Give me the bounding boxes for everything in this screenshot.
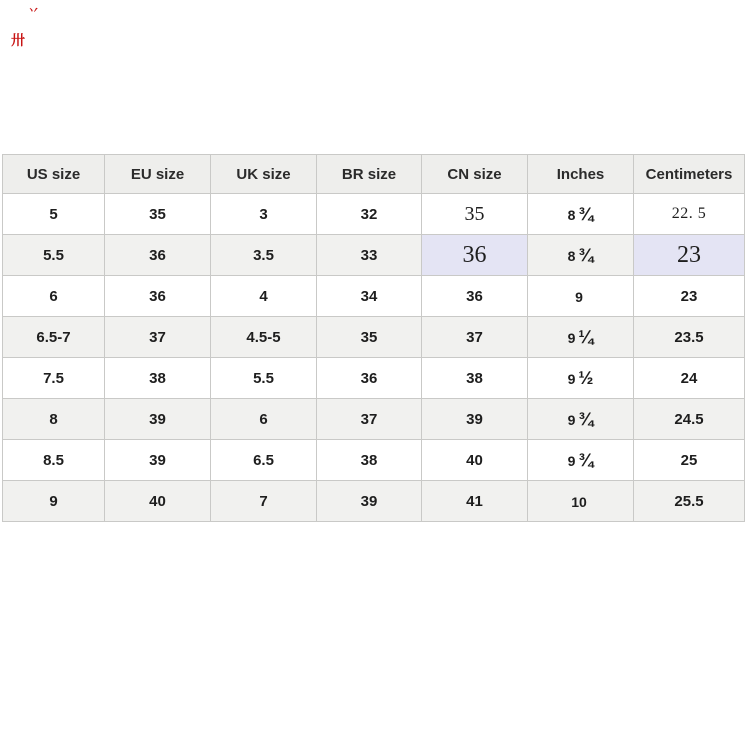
cn-size-cell: 39	[422, 399, 528, 440]
us-size-cell: 6	[3, 276, 105, 317]
table-row	[3, 358, 745, 399]
br-size-cell: 36	[317, 358, 422, 399]
uk-size-cell: 5.5	[211, 358, 317, 399]
br-size-cell: 37	[317, 399, 422, 440]
inches-number: 10	[571, 493, 587, 510]
col-header-centimeters: Centimeters	[634, 155, 745, 194]
inches-number: 8	[567, 206, 576, 223]
uk-size-cell: 6	[211, 399, 317, 440]
inches-number: 9	[575, 288, 583, 305]
us-size-cell: 7.5	[3, 358, 105, 399]
uk-size-cell: 6.5	[211, 440, 317, 481]
inches-cell	[528, 317, 634, 358]
eu-size-cell: 39	[105, 440, 211, 481]
inches-fraction: ½	[578, 367, 594, 388]
inches-fraction: ¼	[578, 326, 594, 347]
red-mark-icon: 卅	[11, 33, 25, 49]
centimeters-cell: 22. 5	[634, 194, 745, 235]
inches-cell	[528, 358, 634, 399]
inches-number: 9	[567, 370, 576, 387]
inches-cell	[528, 194, 634, 235]
uk-size-cell: 4.5-5	[211, 317, 317, 358]
cn-size-cell: 36	[422, 276, 528, 317]
us-size-cell: 5	[3, 194, 105, 235]
uk-size-cell: 3	[211, 194, 317, 235]
inches-cell	[528, 235, 634, 276]
eu-size-cell: 38	[105, 358, 211, 399]
col-header-eu-size: EU size	[105, 155, 211, 194]
table-row	[3, 276, 745, 317]
col-header-uk-size: UK size	[211, 155, 317, 194]
inches-cell	[528, 399, 634, 440]
table-row	[3, 481, 745, 522]
us-size-cell: 8	[3, 399, 105, 440]
eu-size-cell: 36	[105, 276, 211, 317]
eu-size-cell: 37	[105, 317, 211, 358]
br-size-cell: 34	[317, 276, 422, 317]
red-mark-icon: 丷	[28, 4, 39, 17]
inches-fraction: ¾	[578, 408, 594, 429]
shoe-size-conversion-table	[2, 154, 745, 522]
us-size-cell: 5.5	[3, 235, 105, 276]
col-header-us-size: US size	[3, 155, 105, 194]
br-size-cell: 38	[317, 440, 422, 481]
br-size-cell: 35	[317, 317, 422, 358]
table-row	[3, 440, 745, 481]
us-size-cell: 8.5	[3, 440, 105, 481]
header-row	[3, 155, 745, 194]
col-header-cn-size: CN size	[422, 155, 528, 194]
us-size-cell: 6.5-7	[3, 317, 105, 358]
inches-number: 9	[567, 452, 576, 469]
inches-cell	[528, 440, 634, 481]
br-size-cell: 32	[317, 194, 422, 235]
inches-fraction: ¾	[578, 244, 594, 265]
us-size-cell: 9	[3, 481, 105, 522]
br-size-cell: 39	[317, 481, 422, 522]
centimeters-cell: 23.5	[634, 317, 745, 358]
uk-size-cell: 4	[211, 276, 317, 317]
br-size-cell: 33	[317, 235, 422, 276]
centimeters-cell-highlighted: 23	[634, 235, 745, 276]
inches-number: 9	[567, 329, 576, 346]
uk-size-cell: 3.5	[211, 235, 317, 276]
centimeters-cell: 25.5	[634, 481, 745, 522]
table-row	[3, 399, 745, 440]
centimeters-cell: 24.5	[634, 399, 745, 440]
eu-size-cell: 40	[105, 481, 211, 522]
cn-size-cell: 35	[422, 194, 528, 235]
inches-cell	[528, 276, 634, 317]
uk-size-cell: 7	[211, 481, 317, 522]
eu-size-cell: 36	[105, 235, 211, 276]
table-row	[3, 194, 745, 235]
table-row	[3, 317, 745, 358]
eu-size-cell: 35	[105, 194, 211, 235]
inches-cell	[528, 481, 634, 522]
table-row	[3, 235, 745, 276]
cn-size-cell: 38	[422, 358, 528, 399]
centimeters-cell: 24	[634, 358, 745, 399]
centimeters-cell: 25	[634, 440, 745, 481]
centimeters-cell: 23	[634, 276, 745, 317]
col-header-inches: Inches	[528, 155, 634, 194]
cn-size-cell: 37	[422, 317, 528, 358]
inches-fraction: ¾	[578, 449, 594, 470]
cn-size-cell: 40	[422, 440, 528, 481]
col-header-br-size: BR size	[317, 155, 422, 194]
inches-number: 8	[567, 247, 576, 264]
cn-size-cell: 41	[422, 481, 528, 522]
inches-fraction: ¾	[578, 203, 594, 224]
eu-size-cell: 39	[105, 399, 211, 440]
inches-number: 9	[567, 411, 576, 428]
cn-size-cell-highlighted: 36	[422, 235, 528, 276]
